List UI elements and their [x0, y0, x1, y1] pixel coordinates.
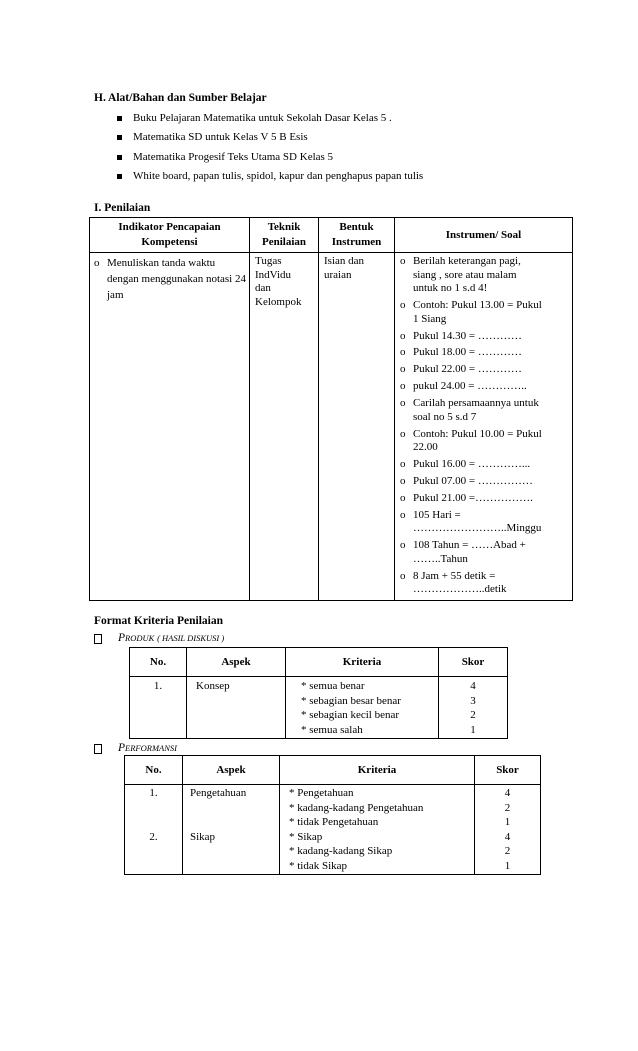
performansi-kriteria	[280, 785, 475, 875]
teknik-line: Tugas	[255, 255, 282, 267]
performansi-no	[125, 785, 183, 875]
instrumen-line: ………………..detik	[413, 583, 507, 596]
header-teknik: Teknik Penilaian	[250, 218, 319, 253]
circle-bullet-icon: o	[400, 474, 406, 487]
list-item	[117, 109, 423, 128]
instrumen-line: soal no 5 s.d 7	[413, 410, 477, 423]
list-item-text: Buku Pelajaran Matematika untuk Sekolah Dasar Kelas 5 .	[133, 112, 392, 124]
kriteria-line: * tidak Sikap	[289, 859, 348, 872]
instrumen-line: pukul 24.00 = …………..	[413, 380, 527, 393]
square-bullet-icon	[117, 116, 122, 121]
kriteria-line: * kadang-kadang Sikap	[289, 845, 393, 857]
instrumen-line: Pukul 18.00 = …………	[413, 346, 522, 359]
performansi-row	[125, 785, 541, 875]
produk-table	[129, 647, 508, 739]
square-bullet-icon	[117, 155, 122, 160]
instrumen-line: 105 Hari =	[413, 508, 461, 521]
cell-instrumen	[395, 253, 573, 601]
instrumen-line: ……………………..Minggu	[413, 522, 542, 535]
circle-bullet-icon: o	[400, 255, 406, 267]
instrumen-line: 108 Tahun = ……Abad +	[413, 539, 526, 552]
instrumen-line: Pukul 07.00 = ……………	[413, 474, 533, 487]
instrumen-item	[400, 299, 569, 326]
instrumen-item	[400, 475, 569, 489]
square-bullet-icon	[117, 135, 122, 140]
produk-header-aspek: Aspek	[187, 648, 286, 677]
cell-bentuk	[319, 253, 395, 601]
penilaian-body-row	[90, 253, 573, 601]
produk-aspek: Konsep	[187, 677, 286, 739]
section-h-title: H. Alat/Bahan dan Sumber Belajar	[94, 92, 267, 104]
instrumen-item	[400, 492, 569, 506]
circle-bullet-icon: o	[400, 363, 406, 376]
produk-header-skor: Skor	[439, 648, 508, 677]
indikator-text: Menuliskan tanda waktu dengan menggunakan notasi 24 jam	[107, 257, 246, 301]
format-title: Format Kriteria Penilaian	[94, 615, 224, 627]
row-number: 2.	[149, 830, 158, 843]
instrumen-item	[400, 570, 569, 597]
row-number: 1.	[149, 787, 158, 799]
instrumen-item	[400, 380, 569, 394]
skor-value: 1	[504, 859, 511, 872]
skor-value: 4	[504, 787, 511, 799]
list-item-text: White board, papan tulis, spidol, kapur dan penghapus papan tulis	[133, 169, 424, 182]
missing-glyph-icon	[94, 744, 102, 754]
performansi-header-skor: Skor	[475, 756, 541, 785]
skor-value: 3	[470, 694, 476, 707]
square-bullet-icon	[117, 174, 122, 179]
section-i-title: I. Penilaian	[94, 202, 151, 214]
kriteria-line: * semua salah	[301, 723, 363, 736]
produk-header-kriteria: Kriteria	[286, 648, 439, 677]
instrumen-line: Berilah keterangan pagi,	[413, 255, 521, 267]
skor-value: 4	[504, 830, 511, 843]
instrumen-line: ……..Tahun	[413, 552, 468, 565]
instrumen-line: siang , sore atau malam	[413, 268, 517, 281]
penilaian-table	[89, 217, 573, 601]
teknik-line: dan	[255, 282, 271, 294]
performansi-aspek	[183, 785, 280, 875]
circle-bullet-icon: o	[400, 458, 406, 471]
instrumen-line: Pukul 14.30 = …………	[413, 329, 522, 342]
kriteria-line: * tidak Pengetahuan	[289, 816, 379, 828]
instrumen-item	[400, 397, 569, 424]
performansi-skor	[475, 785, 541, 875]
list-item-text: Matematika Progesif Teks Utama SD Kelas 5	[133, 150, 334, 163]
produk-row	[130, 677, 508, 739]
produk-header-no: No.	[130, 648, 187, 677]
instrumen-line: untuk no 1 s.d 4!	[413, 282, 488, 295]
skor-value: 1	[504, 816, 511, 828]
instrumen-line: 8 Jam + 55 detik =	[413, 569, 496, 582]
instrumen-line: 1 Siang	[413, 312, 447, 325]
bentuk-line: Isian dan	[324, 255, 365, 267]
circle-bullet-icon: o	[400, 427, 406, 440]
instrumen-item	[400, 330, 569, 344]
performansi-header-row	[125, 756, 541, 785]
skor-value: 2	[504, 845, 511, 857]
penilaian-header-row	[90, 218, 573, 253]
skor-value: 2	[504, 801, 511, 814]
circle-bullet-icon: o	[400, 508, 406, 521]
list-item	[117, 128, 423, 147]
teknik-line: Kelompok	[255, 295, 302, 308]
kriteria-line: * sebagian besar benar	[301, 694, 401, 707]
instrumen-item	[400, 255, 569, 296]
header-indikator: Indikator Pencapaian Kompetensi	[90, 218, 250, 253]
circle-bullet-icon: o	[400, 569, 406, 582]
performansi-header-no: No.	[125, 756, 183, 785]
performansi-label: PERFORMANSI	[118, 742, 177, 754]
instrumen-line: Pukul 22.00 = …………	[413, 363, 522, 376]
circle-bullet-icon: o	[400, 397, 406, 410]
list-item-text: Matematika SD untuk Kelas V 5 B Esis	[133, 131, 308, 144]
circle-bullet-icon: o	[400, 346, 406, 359]
instrumen-item	[400, 509, 569, 536]
kriteria-line: * semua benar	[301, 680, 365, 692]
performansi-header-kriteria: Kriteria	[280, 756, 475, 785]
kriteria-line: * sebagian kecil benar	[301, 709, 400, 721]
circle-bullet-icon: o	[400, 491, 406, 504]
instrumen-line: Carilah persamaannya untuk	[413, 397, 539, 410]
instrumen-item	[400, 458, 569, 472]
instrumen-line: Contoh: Pukul 13.00 = Pukul	[413, 299, 542, 312]
instrumen-line: 22.00	[413, 441, 438, 454]
instrumen-line: Contoh: Pukul 10.00 = Pukul	[413, 427, 542, 440]
produk-kriteria	[286, 677, 439, 739]
performansi-header-aspek: Aspek	[183, 756, 280, 785]
instrumen-item	[400, 346, 569, 360]
missing-glyph-icon	[94, 634, 102, 644]
skor-value: 2	[470, 709, 476, 721]
header-instrumen: Instrumen/ Soal	[395, 218, 573, 253]
list-item	[117, 167, 423, 186]
skor-value: 4	[470, 680, 476, 692]
circle-bullet-icon: o	[400, 299, 406, 312]
produk-skor	[439, 677, 508, 739]
performansi-table	[124, 755, 541, 875]
kriteria-line: * Pengetahuan	[289, 787, 354, 799]
cell-indikator	[90, 253, 250, 601]
instrumen-item	[400, 428, 569, 455]
bentuk-line: uraian	[324, 268, 352, 281]
list-item	[117, 148, 423, 167]
instrumen-item	[400, 363, 569, 377]
kriteria-line: * Sikap	[289, 830, 323, 843]
circle-bullet-icon: o	[400, 329, 406, 342]
section-h-list	[117, 109, 423, 186]
row-aspek: Sikap	[190, 830, 216, 843]
cell-teknik	[250, 253, 319, 601]
produk-header-row	[130, 648, 508, 677]
circle-bullet-icon: o	[400, 380, 406, 393]
produk-no: 1.	[130, 677, 187, 739]
instrumen-line: Pukul 21.00 =…………….	[413, 491, 533, 504]
instrumen-item	[400, 539, 569, 566]
row-aspek: Pengetahuan	[190, 787, 247, 799]
circle-bullet-icon: o	[94, 257, 100, 269]
produk-label: PRODUK ( HASIL DISKUSI )	[118, 632, 225, 644]
kriteria-line: * kadang-kadang Pengetahuan	[289, 801, 424, 814]
instrumen-line: Pukul 16.00 = …………...	[413, 458, 531, 471]
skor-value: 1	[470, 723, 476, 736]
header-bentuk: Bentuk Instrumen	[319, 218, 395, 253]
circle-bullet-icon: o	[400, 539, 406, 552]
teknik-line: IndVidu	[255, 268, 292, 281]
